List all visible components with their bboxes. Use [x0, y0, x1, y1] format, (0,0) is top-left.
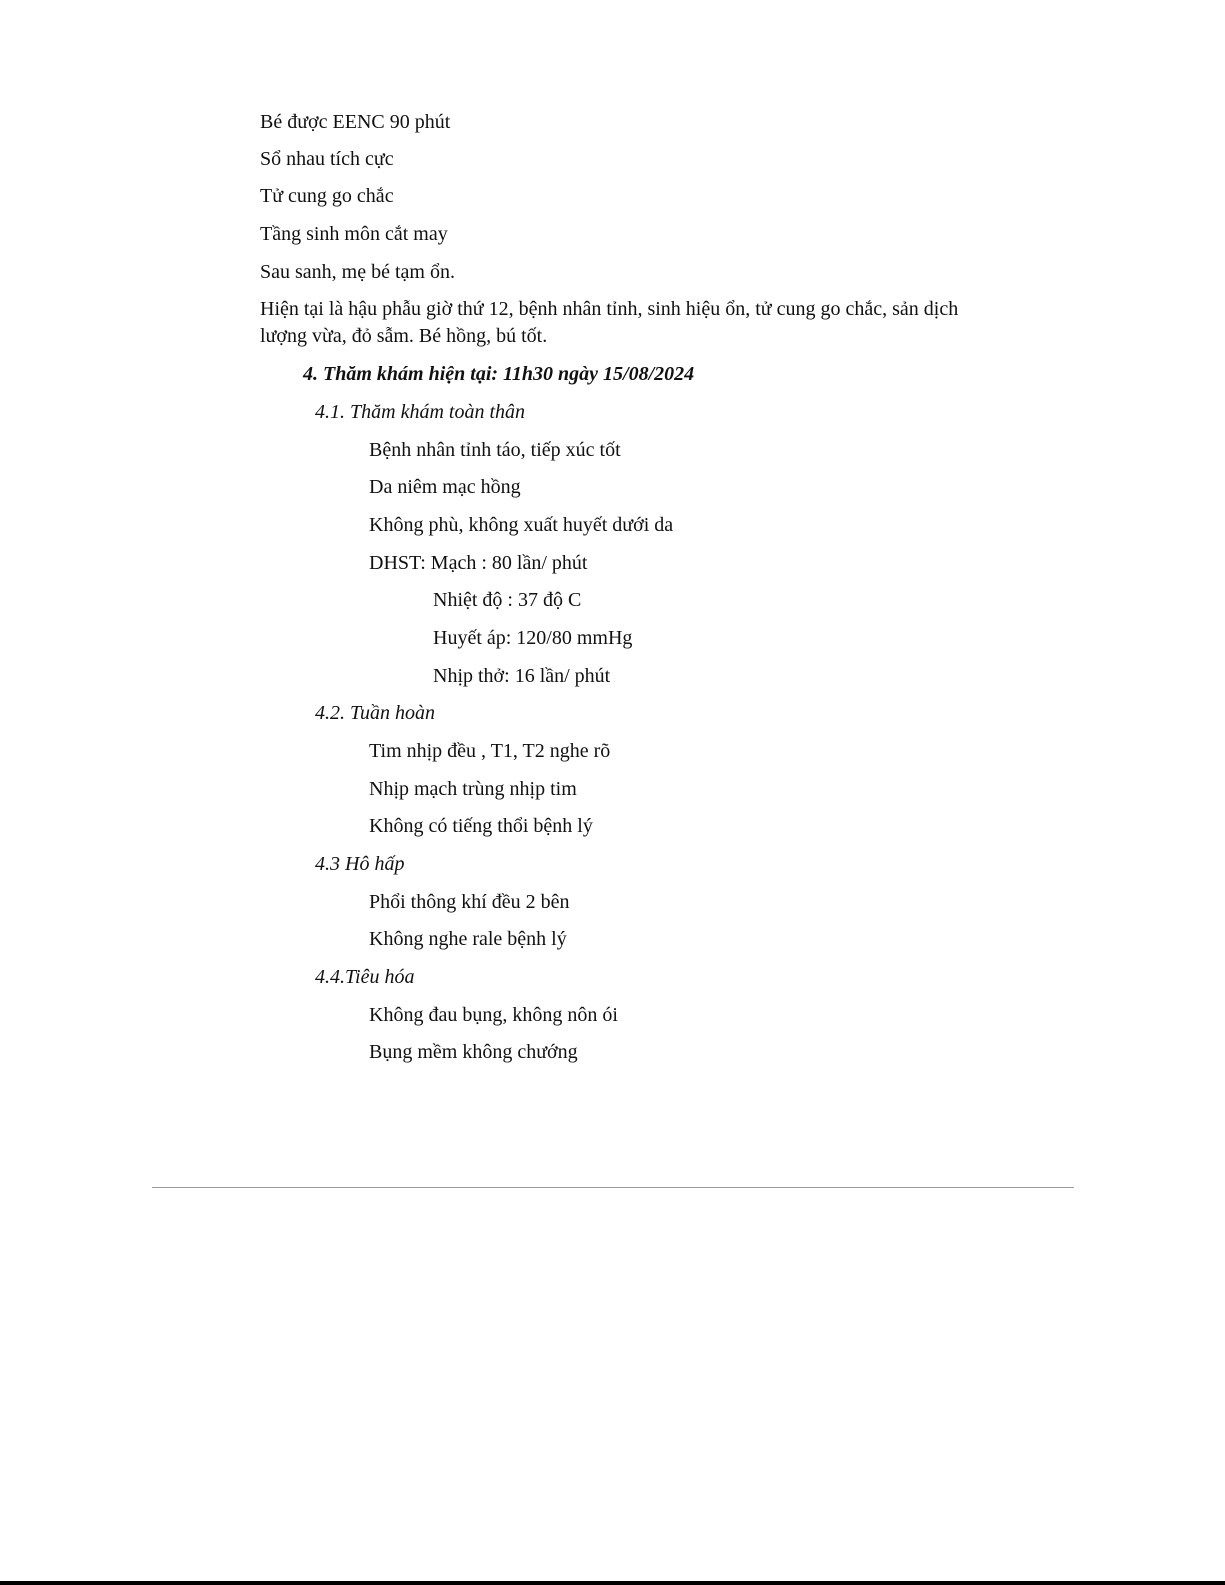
digestive-item: Không đau bụng, không nôn ói [369, 1004, 618, 1026]
digestive-title: 4.4.Tiêu hóa [315, 966, 415, 988]
current-status-paragraph: Hiện tại là hậu phẫu giờ thứ 12, bệnh nhân tỉnh, sinh hiệu ổn, tử cung go chắc, sản dịch lượng vừa, đỏ sẫm. Bé hồng, bú tốt. [260, 298, 959, 347]
circulation-title: 4.2. Tuần hoàn [315, 702, 436, 724]
circulation-item: Nhịp mạch trùng nhịp tim [369, 778, 577, 800]
general-exam-item: Bệnh nhân tỉnh táo, tiếp xúc tốt [369, 439, 621, 461]
general-exam-item: Không phù, không xuất huyết dưới da [369, 514, 674, 536]
exam-heading: 4. Thăm khám hiện tại: 11h30 ngày 15/08/2024 [303, 363, 695, 385]
circulation-item: Tim nhịp đều , T1, T2 nghe rõ [369, 740, 611, 762]
delivery-note: Sau sanh, mẹ bé tạm ổn. [260, 261, 455, 283]
vitals-pulse: DHST: Mạch : 80 lần/ phút [369, 552, 588, 574]
respiratory-item: Không nghe rale bệnh lý [369, 928, 567, 950]
digestive-item: Bụng mềm không chướng [369, 1041, 578, 1063]
vitals-temperature: Nhiệt độ : 37 độ C [433, 589, 582, 611]
circulation-item: Không có tiếng thổi bệnh lý [369, 815, 593, 837]
page-bottom-edge [0, 1581, 1225, 1585]
vitals-blood-pressure: Huyết áp: 120/80 mmHg [433, 627, 633, 649]
delivery-note: Tử cung go chắc [260, 185, 394, 207]
respiratory-title: 4.3 Hô hấp [315, 853, 405, 875]
page-divider [152, 1187, 1074, 1188]
vitals-respiratory-rate: Nhịp thở: 16 lần/ phút [433, 665, 611, 687]
respiratory-item: Phổi thông khí đều 2 bên [369, 891, 570, 913]
general-exam-item: Da niêm mạc hồng [369, 476, 521, 498]
delivery-note: Sổ nhau tích cực [260, 148, 394, 170]
delivery-note: Tầng sinh môn cắt may [260, 223, 448, 245]
delivery-note: Bé được EENC 90 phút [260, 111, 451, 133]
general-exam-title: 4.1. Thăm khám toàn thân [315, 401, 525, 423]
